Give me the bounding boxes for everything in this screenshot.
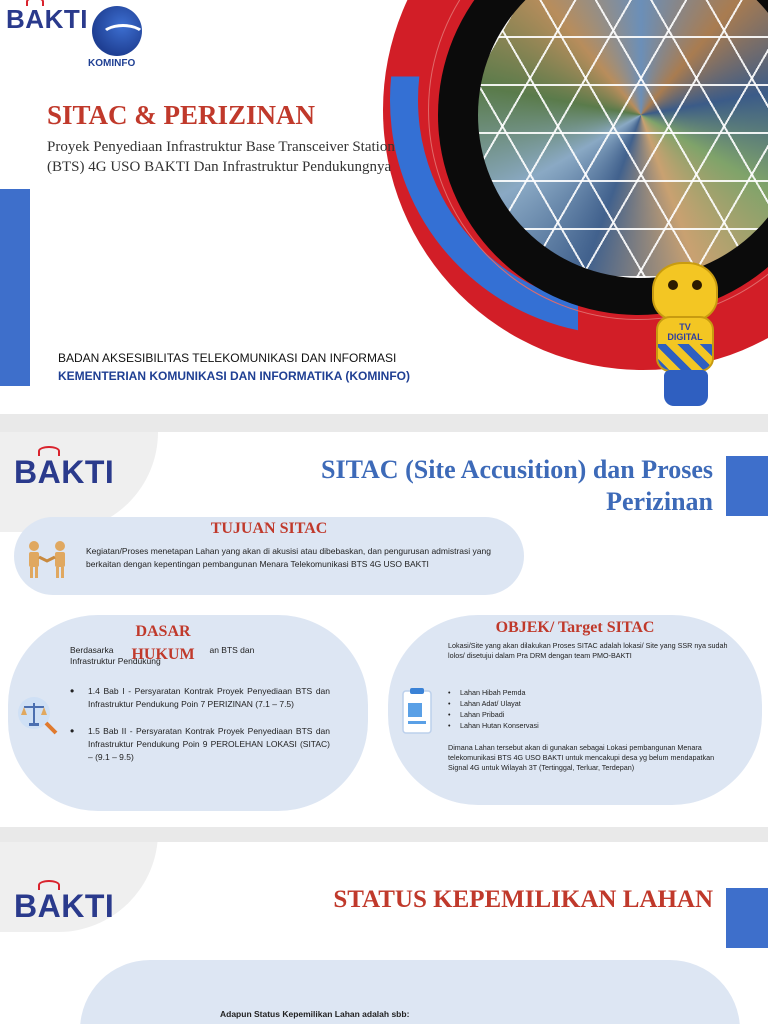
organization-name: BADAN AKSESIBILITAS TELEKOMUNIKASI DAN INFORMASI xyxy=(58,351,397,365)
status-panel xyxy=(80,960,740,1024)
objek-list xyxy=(448,687,539,731)
kominfo-logo-text: KOMINFO xyxy=(88,58,136,69)
dasar-hukum-panel xyxy=(8,615,368,811)
slide-subtitle: Proyek Penyediaan Infrastruktur Base Transceiver Station (BTS) 4G USO BAKTI Dan Infrastruktur Pendukungnya xyxy=(47,139,395,175)
dasar-title-line1: DASAR xyxy=(135,623,191,640)
dasar-hukum-title xyxy=(103,620,223,666)
accent-bar xyxy=(0,189,30,386)
kominfo-logo xyxy=(88,6,148,69)
bakti-logo xyxy=(14,888,114,925)
mascot-label xyxy=(660,322,710,342)
mascot-legs xyxy=(664,370,708,406)
tujuan-panel xyxy=(14,517,524,595)
status-intro-text: Adapun Status Kepemilikan Lahan adalah sbb: xyxy=(220,1009,410,1019)
list-item: • Lahan Hibah Pemda xyxy=(448,687,539,698)
clipboard-icon xyxy=(400,687,434,735)
objek-panel xyxy=(388,615,762,805)
tujuan-text: Kegiatan/Proses menetapan Lahan yang akan di akusisi atau dibebaskan, dan pengurusan admistrasi yang berkaitan dengan kepentingan pembangunan Menara Telekomunikasi BTS 4G USO BAKTI xyxy=(86,546,491,569)
bakti-logo-text: BA KTI xyxy=(6,4,88,35)
mascot-label-tv: TV xyxy=(679,322,691,332)
tujuan-title: TUJUAN SITAC xyxy=(210,520,328,537)
tv-digital-mascot xyxy=(642,262,728,408)
objek-title: OBJEK/ Target SITAC xyxy=(495,619,655,636)
slide-title: SITAC (Site Accusition) dan Proses Perizinan xyxy=(321,455,713,516)
dasar-hukum-list xyxy=(70,685,330,778)
bakti-logo xyxy=(14,454,114,491)
kominfo-emblem-icon xyxy=(92,6,142,56)
slide-title: SITAC & PERIZINAN xyxy=(47,100,316,130)
scales-icon xyxy=(16,695,60,735)
accent-tab xyxy=(726,888,768,948)
mascot-label-digital: DIGITAL xyxy=(667,332,703,342)
accent-tab xyxy=(726,456,768,516)
bakti-logo-text: BA KTI xyxy=(14,888,114,925)
bakti-logo xyxy=(6,4,88,35)
handshake-icon xyxy=(24,539,70,579)
dasar-lead-end: an BTS dan xyxy=(209,645,255,655)
list-item: • Lahan Adat/ Ulayat xyxy=(448,698,539,709)
bakti-logo-text: BA KTI xyxy=(14,454,114,491)
list-item: • Lahan Pribadi xyxy=(448,709,539,720)
objek-intro-text: Lokasi/Site yang akan dilakukan Proses SITAC adalah lokasi/ Site yang SSR nya sudah lolos/ disetujui dalam Pra DRM dengan team PMO-BAKTI xyxy=(448,641,728,660)
dasar-lead-line2: Infrastruktur Pendukung xyxy=(70,656,161,666)
sitac-overview-slide xyxy=(0,432,768,827)
dasar-title-line2: HUKUM xyxy=(131,646,195,663)
mascot-head xyxy=(652,262,718,322)
list-item: • 1.4 Bab I - Persyaratan Kontrak Proyek Penyediaan BTS dan Infrastruktur Pendukung Poin 7 PERIZINAN (7.1 – 7.5) xyxy=(70,685,330,711)
list-item: • Lahan Hutan Konservasi xyxy=(448,720,539,731)
status-lahan-slide xyxy=(0,842,768,1024)
objek-outro-text: Dimana Lahan tersebut akan di gunakan sebagai Lokasi pembangunan Menara telekomunikasi BTS 4G USO BAKTI untuk mencakupi desa yg belum mendapatkan Signal 4G untuk Wilayah 3T (Tertinggal, Terluar, Terdepan) xyxy=(448,743,715,772)
title-slide xyxy=(0,0,768,414)
ministry-name: KEMENTERIAN KOMUNIKASI DAN INFORMATIKA (KOMINFO) xyxy=(58,369,410,383)
dasar-lead-start: Berdasarka xyxy=(70,645,114,655)
slide-title: STATUS KEPEMILIKAN LAHAN xyxy=(333,886,713,913)
list-item: • 1.5 Bab II - Persyaratan Kontrak Proyek Penyediaan BTS dan Infrastruktur Pendukung Poin 9 PEROLEHAN LOKASI (SITAC) – (9.1 – 9.5) xyxy=(70,725,330,764)
